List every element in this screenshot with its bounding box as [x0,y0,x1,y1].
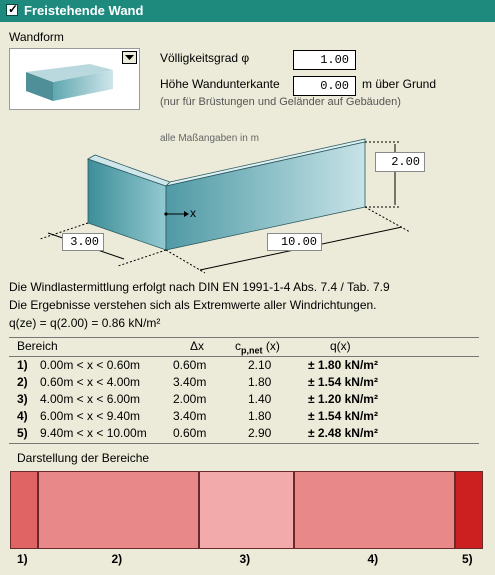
zone-bar-3 [199,471,294,549]
row-number: 3) [17,392,28,406]
zone-label-2: 2) [111,552,123,566]
row-q: ± 1.54 kN/m² [308,409,378,423]
zone-bar-5 [455,471,483,549]
row-dx: 0.60m [173,426,207,440]
voelligkeitsgrad-label: Völligkeitsgrad φ [160,51,250,65]
panel-title: Freistehende Wand [24,3,144,18]
dropdown-arrow-icon [123,52,136,63]
row-cp: 1.40 [248,392,272,406]
row-number: 2) [17,375,28,389]
short-length-dimension[interactable]: 3.00 [62,233,104,251]
row-q: ± 1.80 kN/m² [308,358,378,372]
row-cp: 2.90 [248,426,272,440]
wall-diagram [0,120,495,280]
hoehe-unit: m über Grund [362,77,437,91]
zone-bar-4 [294,471,455,549]
table-bottom-rule [9,443,479,444]
height-dimension[interactable]: 2.00 [375,152,425,172]
row-cp: 1.80 [248,409,272,423]
row-q: ± 1.20 kN/m² [308,392,378,406]
row-number: 1) [17,358,28,372]
row-range: 0.00m < x < 0.60m [40,358,141,372]
units-note: alle Maßangaben in m [160,133,259,144]
zone-label-5: 5) [462,552,473,566]
header-bereich: Bereich [17,339,58,353]
info-line-2: Die Ergebnisse verstehen sich als Extremwerte aller Windrichtungen. [9,298,377,312]
title-bar [0,0,495,22]
row-q: ± 2.48 kN/m² [308,426,378,440]
info-line-3: q(ze) = q(2.00) = 0.86 kN/m² [9,316,161,330]
long-length-dimension[interactable]: 10.00 [267,233,322,251]
row-q: ± 1.54 kN/m² [308,375,378,389]
zone-bar-1 [10,471,38,549]
row-dx: 3.40m [173,375,207,389]
row-cp: 1.80 [248,375,272,389]
row-cp: 2.10 [248,358,272,372]
zone-label-3: 3) [239,552,251,566]
row-dx: 0.60m [173,358,207,372]
info-line-1: Die Windlastermittlung erfolgt nach DIN EN 1991-1-4 Abs. 7.4 / Tab. 7.9 [9,280,390,294]
wall-shape-dropdown-button[interactable] [122,51,137,64]
header-q: q(x) [330,339,351,353]
row-range: 4.00m < x < 6.00m [40,392,141,406]
zones-title: Darstellung der Bereiche [17,451,150,465]
checkbox-icon[interactable]: ✓ [8,2,19,16]
row-range: 9.40m < x < 10.00m [40,426,147,440]
row-range: 6.00m < x < 9.40m [40,409,141,423]
row-dx: 3.40m [173,409,207,423]
row-dx: 2.00m [173,392,207,406]
x-axis-label: x [190,206,196,220]
table-header-rule [9,356,479,357]
hoehe-note: (nur für Brüstungen und Geländer auf Gebäuden) [160,96,401,108]
row-number: 4) [17,409,28,423]
voelligkeitsgrad-input[interactable]: 1.00 [293,50,356,70]
wall-shape-selector[interactable] [9,48,140,110]
zone-bar-2 [38,471,199,549]
table-top-rule [9,337,479,338]
row-number: 5) [17,426,28,440]
hoehe-input[interactable]: 0.00 [293,76,356,96]
wall-shape-icon [10,49,139,109]
wandform-label: Wandform [9,30,64,44]
zone-label-4: 4) [367,552,379,566]
zone-label-1: 1) [17,552,28,566]
row-range: 0.60m < x < 4.00m [40,375,141,389]
header-dx: Δx [190,339,205,353]
hoehe-label: Höhe Wandunterkante [160,77,280,91]
header-cp: $c_{p,net}$ (x) [235,339,280,356]
